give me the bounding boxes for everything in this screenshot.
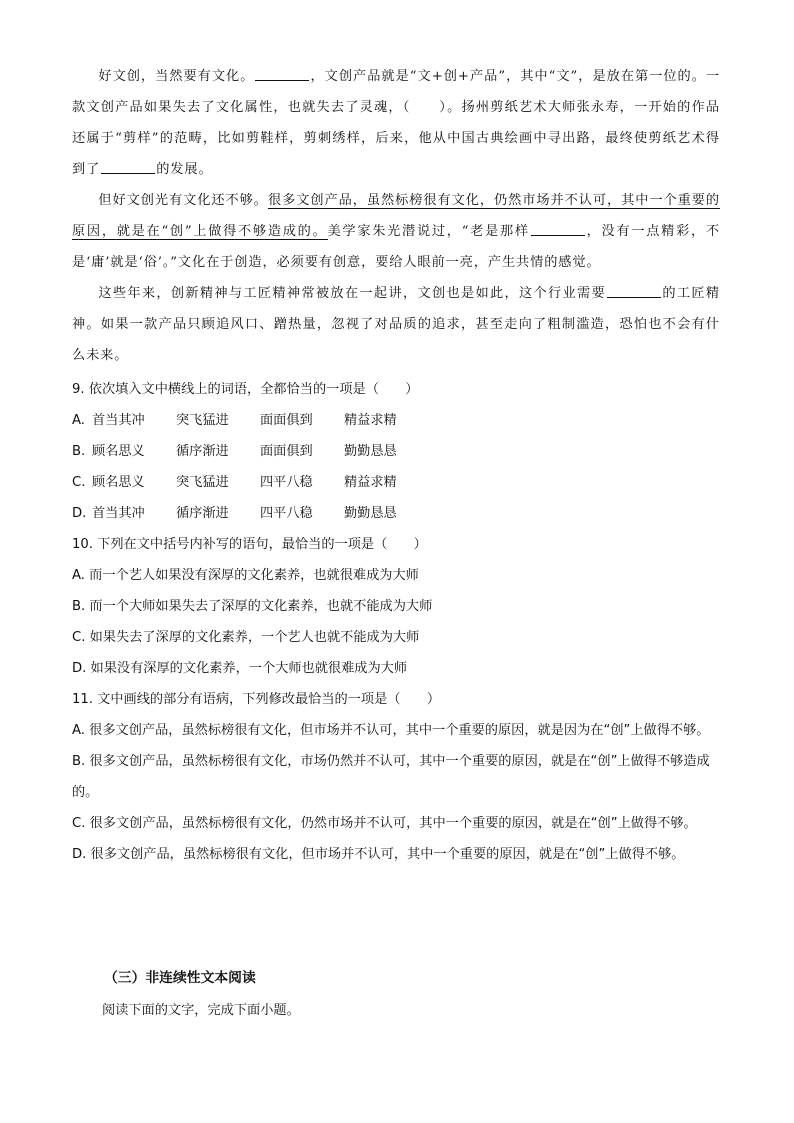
section-title: （三）非连续性文本阅读 [104, 970, 256, 986]
question-11-option-d[interactable]: D. 很多文创产品，虽然标榜很有文化，但市场并不认可，其中一个重要的原因，就是在“创”上做得不够。 [72, 847, 685, 862]
fill-blank-2 [101, 159, 155, 174]
passage-paragraph-3: 这些年来，创新精神与工匠精神常被放在一起讲，文创也是如此，这个行业需要 的工匠精神。如果一款产品只顾追风口、蹭热量，忽视了对品质的追求，甚至走向了粗制滥造，恐怕也不会有什么未来。 [72, 278, 720, 371]
question-9 [72, 374, 722, 529]
question-11 [72, 684, 722, 870]
question-10-option-b[interactable]: B. 而一个大师如果失去了深厚的文化素养，也就不能成为大师 [72, 599, 433, 614]
question-11-option-c[interactable]: C. 很多文创产品，虽然标榜很有文化，仍然市场并不认可，其中一个重要的原因，就是在“创”上做得不够。 [72, 816, 697, 831]
question-9-option-c[interactable]: C. 顾名思义 突飞猛进 四平八稳 精益求精 [72, 475, 397, 490]
fill-blank-3 [531, 221, 585, 236]
question-10 [72, 529, 722, 684]
question-10-option-c[interactable]: C. 如果失去了深厚的文化素养，一个艺人也就不能成为大师 [72, 630, 420, 645]
question-11-option-a[interactable]: A. 很多文创产品，虽然标榜很有文化，但市场并不认可，其中一个重要的原因，就是因为在“创”上做得不够。 [72, 723, 710, 738]
question-9-option-a[interactable]: A. 首当其冲 突飞猛进 面面俱到 精益求精 [72, 413, 397, 428]
underlined-sentence: 很多文创产品，虽然标榜很有文化，仍然市场并不认可，其中一个重要的原因，就是在“创”上做得不够造成的。 [72, 193, 720, 239]
reading-passage [72, 61, 720, 371]
section-instruction: 阅读下面的文字，完成下面小题。 [102, 1003, 300, 1018]
question-11-option-b[interactable]: B. 很多文创产品，虽然标榜很有文化，市场仍然并不认可，其中一个重要的原因，就是在“创”上做得不够造成的。 [72, 754, 710, 800]
question-10-option-a[interactable]: A. 而一个艺人如果没有深厚的文化素养，也就很难成为大师 [72, 568, 419, 583]
passage-paragraph-2: 但好文创光有文化还不够。很多文创产品，虽然标榜很有文化，仍然市场并不认可，其中一个重要的原因，就是在“创”上做得不够造成的。美学家朱光潜说过，“老是那样 ，没有一点精彩，不是‘庸’就是‘俗’。”文化在于创造，必须要有创意，要给人眼前一亮，产生共情的感觉。 [72, 193, 721, 270]
fill-blank-1 [255, 66, 309, 81]
question-10-option-d[interactable]: D. 如果没有深厚的文化素养，一个大师也就很难成为大师 [72, 661, 408, 676]
fill-blank-4 [607, 283, 661, 298]
question-9-option-b[interactable]: B. 顾名思义 循序渐进 面面俱到 勤勤恳恳 [72, 444, 397, 459]
question-9-stem: 9. 依次填入文中横线上的词语，全都恰当的一项是（ ） [72, 382, 419, 397]
question-10-stem: 10. 下列在文中括号内补写的语句，最恰当的一项是（ ） [72, 537, 427, 552]
question-11-stem: 11. 文中画线的部分有语病，下列修改最恰当的一项是（ ） [72, 692, 441, 707]
passage-paragraph-1: 好文创，当然要有文化。 ，文创产品就是“文+创+产品”，其中“文”，是放在第一位的。一款文创产品如果失去了文化属性，也就失去了灵魂，（ ）。扬州剪纸艺术大师张永寿，一开始的作品还属于“剪样”的范畴，比如剪鞋样，剪刺绣样，后来，他从中国古典绘画中寻出路，最终使剪纸艺术得到了 的发展。 [72, 61, 720, 185]
question-9-option-d[interactable]: D. 首当其冲 循序渐进 四平八稳 勤勤恳恳 [72, 506, 397, 521]
